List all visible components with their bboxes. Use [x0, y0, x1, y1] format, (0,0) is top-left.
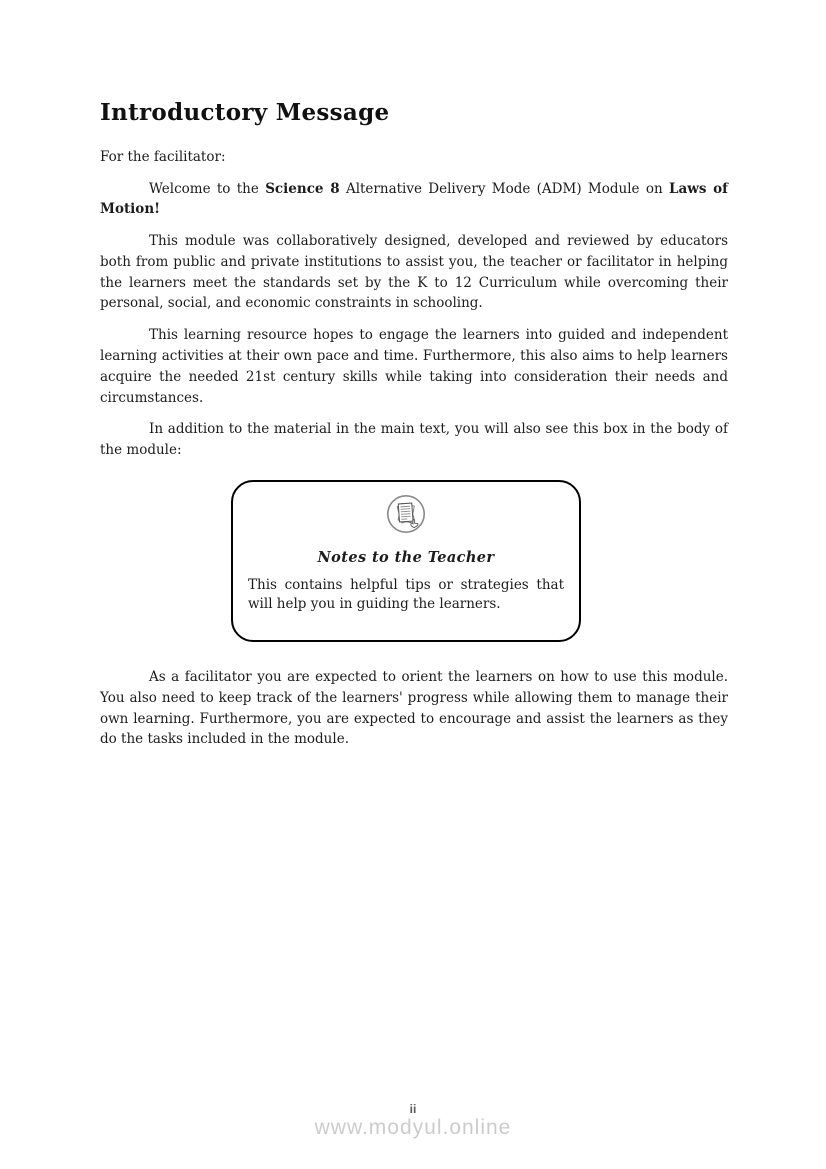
watermark-text: www.modyul.online [314, 1116, 512, 1139]
notes-box-heading: Notes to the Teacher [317, 549, 495, 567]
welcome-text-pre: Welcome to the [149, 180, 266, 197]
notes-papers-icon [248, 494, 564, 534]
paragraph-module-design: This module was collaboratively designed, developed and reviewed by educators both from public and private institutions to assist you, the teacher or facilitator in helping the learners meet the standards set by the K to 12 Curriculum while overcoming their personal, social, and economic constraints in schooling. [100, 233, 728, 312]
salutation-text: For the facilitator: [100, 149, 226, 165]
welcome-subject-bold: Science 8 [265, 180, 340, 197]
page-content [100, 0, 728, 750]
welcome-module-bold: Laws of Motion! [100, 180, 728, 218]
paragraph-welcome [100, 179, 728, 221]
notes-box-body-text: This contains helpful tips or strategies that will help you in guiding the learners. [248, 577, 564, 613]
page-number: ii [409, 1102, 417, 1116]
paragraph-box-intro: In addition to the material in the main text, you will also see this box in the body of the module: [100, 421, 728, 459]
paragraph-facilitator-role: As a facilitator you are expected to orient the learners on how to use this module. You also need to keep track of the learners' progress while allowing them to manage their own learning. Furthermore, you are expected to encourage and assist the learners as they do the tasks included in the module. [100, 669, 728, 748]
notes-to-teacher-box [231, 480, 581, 642]
paragraph-learning-resource: This learning resource hopes to engage the learners into guided and independent learning activities at their own pace and time. Furthermore, this also aims to help learners acquire the needed 21st century skills while taking into consideration their needs and circumstances. [100, 327, 728, 406]
page-title: Introductory Message [100, 99, 390, 126]
welcome-text-mid: Alternative Delivery Mode (ADM) Module on [339, 180, 669, 197]
